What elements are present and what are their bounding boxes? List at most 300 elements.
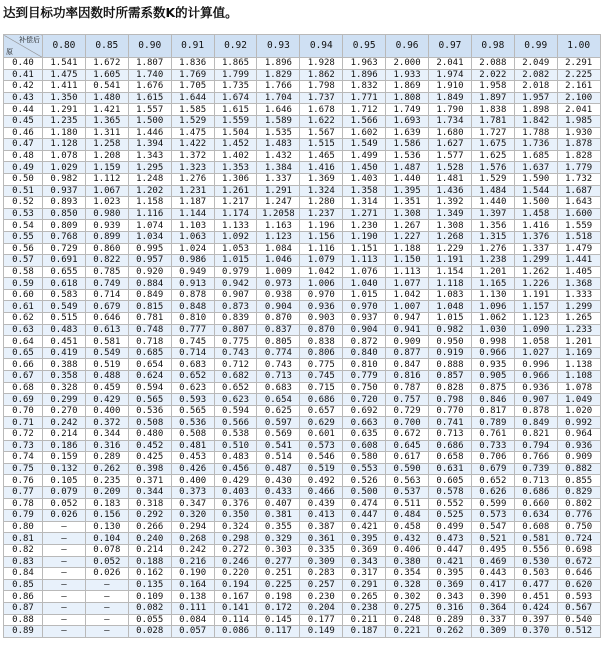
table-row [4,394,601,406]
table-cell: 0.847 [386,359,429,371]
table-cell: 0.477 [514,579,557,591]
table-cell: 0.536 [171,417,214,429]
table-cell: 1.196 [300,220,343,232]
table-cell: 1.299 [557,301,600,313]
table-cell: 1.376 [514,231,557,243]
table-cell: 1.350 [43,92,86,104]
row-header-cell: 0.46 [4,127,43,139]
table-cell: 1.896 [343,69,386,81]
table-cell: 0.289 [85,452,128,464]
table-cell: 0.970 [300,289,343,301]
table-cell: 0.810 [171,313,214,325]
table-cell: 1.295 [128,162,171,174]
table-cell: 0.425 [128,452,171,464]
table-cell: 0.882 [557,463,600,475]
table-cell: 1.567 [300,127,343,139]
table-cell: 2.049 [514,58,557,70]
table-cell: 0.337 [471,614,514,626]
table-cell: 0.369 [429,579,472,591]
table-cell: 1.323 [171,162,214,174]
table-cell: 1.096 [471,301,514,313]
table-cell: 0.849 [128,289,171,301]
table-cell: 1.928 [300,58,343,70]
table-cell: 1.276 [471,243,514,255]
table-cell: 0.749 [85,278,128,290]
table-cell: 1.078 [557,382,600,394]
table-row [4,452,601,464]
table-cell: 0.057 [171,626,214,638]
table-cell: 0.729 [386,405,429,417]
table-cell: 0.872 [343,336,386,348]
table-cell: 0.966 [514,371,557,383]
table-cell: 0.683 [257,382,300,394]
table-cell: 0.079 [43,486,86,498]
table-cell: 0.613 [85,324,128,336]
table-cell: 1.675 [471,139,514,151]
column-header: 0.98 [471,35,514,58]
table-cell: 0.829 [557,486,600,498]
table-cell: 0.508 [128,417,171,429]
table-cell: 0.190 [171,568,214,580]
table-cell: 0.262 [85,463,128,475]
table-cell: 1.643 [557,197,600,209]
table-cell: 0.421 [343,521,386,533]
row-header-cell: 0.62 [4,313,43,325]
table-cell: – [43,614,86,626]
table-cell: 0.538 [214,429,257,441]
table-cell: 1.306 [214,173,257,185]
table-cell: 1.985 [557,115,600,127]
table-cell: 1.188 [386,243,429,255]
table-cell: 0.302 [386,591,429,603]
table-row [4,463,601,475]
table-cell: 1.067 [85,185,128,197]
table-cell: 0.361 [300,533,343,545]
table-cell: 1.788 [514,127,557,139]
table-cell: 1.040 [343,278,386,290]
table-row [4,173,601,185]
table-cell: 1.557 [128,104,171,116]
table-cell: 1.337 [514,243,557,255]
table-cell: 1.261 [214,185,257,197]
table-cell: 1.487 [386,162,429,174]
table-cell: 0.775 [300,359,343,371]
table-cell: 0.966 [471,347,514,359]
table-cell: 2.225 [557,69,600,81]
table-cell: 1.128 [43,139,86,151]
table-cell: 1.933 [386,69,429,81]
table-cell: 0.855 [557,475,600,487]
table-cell: 0.750 [343,382,386,394]
table-cell: 0.739 [514,463,557,475]
table-cell: 1.084 [257,243,300,255]
table-cell: 0.623 [214,394,257,406]
table-cell: 1.727 [471,127,514,139]
table-cell: 1.403 [343,173,386,185]
table-cell: 0.712 [214,359,257,371]
table-cell: 0.395 [429,568,472,580]
table-cell: 1.227 [386,231,429,243]
table-cell: 0.949 [171,266,214,278]
table-cell: 0.316 [429,602,472,614]
table-cell: 1.030 [471,324,514,336]
table-cell: 0.452 [128,440,171,452]
table-cell: 0.569 [257,429,300,441]
table-cell: 2.041 [429,58,472,70]
table-cell: 1.187 [171,197,214,209]
table-cell: 0.456 [214,463,257,475]
table-cell: 1.639 [386,127,429,139]
table-cell: 0.246 [214,556,257,568]
table-cell: 0.973 [257,278,300,290]
table-cell: 0.500 [343,486,386,498]
table-cell: – [85,602,128,614]
table-cell: 1.103 [171,220,214,232]
table-cell: 1.832 [343,81,386,93]
table-cell: 1.024 [171,243,214,255]
table-cell: 0.265 [343,591,386,603]
table-cell: 1.422 [171,139,214,151]
table-cell: 0.935 [471,359,514,371]
table-cell: 0.344 [128,486,171,498]
table-cell: 1.615 [128,92,171,104]
table-cell: 0.629 [300,417,343,429]
table-cell: 1.029 [43,162,86,174]
table-cell: 0.768 [43,231,86,243]
table-cell: 1.600 [557,208,600,220]
table-cell: 1.829 [257,69,300,81]
table-cell: 0.451 [43,336,86,348]
table-row [4,440,601,452]
table-cell: 0.387 [300,521,343,533]
table-cell: 0.413 [300,510,343,522]
table-cell: 0.937 [343,313,386,325]
row-header-cell: 0.67 [4,371,43,383]
row-header-cell: 0.70 [4,405,43,417]
table-row [4,266,601,278]
table-cell: 1.735 [214,81,257,93]
table-cell: 0.466 [300,486,343,498]
table-cell: 0.503 [514,568,557,580]
table-cell: 1.174 [214,208,257,220]
table-cell: 0.114 [214,614,257,626]
table-cell: 0.364 [471,602,514,614]
table-cell: 1.034 [128,231,171,243]
row-header-cell: 0.85 [4,579,43,591]
table-cell: 1.291 [257,185,300,197]
table-cell: 1.577 [429,150,472,162]
table-cell: 0.251 [257,568,300,580]
table-cell: 1.586 [386,139,429,151]
table-cell: 0.530 [514,556,557,568]
table-cell: 0.623 [171,382,214,394]
table-cell: 0.541 [257,440,300,452]
row-header-cell: 0.45 [4,115,43,127]
table-row [4,115,601,127]
table-cell: 0.846 [471,394,514,406]
table-cell: 1.058 [514,336,557,348]
table-cell: 1.465 [300,150,343,162]
table-cell: 1.158 [128,197,171,209]
table-cell: 0.511 [386,498,429,510]
table-cell: 0.481 [171,440,214,452]
table-cell: 0.700 [386,417,429,429]
table-cell: 0.743 [214,347,257,359]
table-cell: 0.132 [43,463,86,475]
table-cell: 0.672 [557,556,600,568]
table-cell: 0.390 [471,591,514,603]
table-cell: 0.838 [300,336,343,348]
table-cell: 0.657 [300,405,343,417]
table-cell: 1.627 [429,139,472,151]
table-cell: 0.631 [429,463,472,475]
table-row [4,162,601,174]
table-cell: 0.484 [386,510,429,522]
table-cell: 1.062 [471,313,514,325]
table-row [4,127,601,139]
table-cell: 0.257 [300,579,343,591]
table-cell: 1.766 [257,81,300,93]
table-cell: 0.617 [386,452,429,464]
table-cell: 1.090 [514,324,557,336]
table-cell: – [43,602,86,614]
table-cell: 1.771 [343,92,386,104]
table-cell: 0.082 [128,602,171,614]
table-cell: 0.682 [214,371,257,383]
table-cell: 0.608 [514,521,557,533]
table-cell: 0.920 [128,266,171,278]
table-cell: 0.672 [386,429,429,441]
table-cell: 0.483 [214,452,257,464]
table-cell: 0.194 [214,579,257,591]
table-cell: 1.333 [557,289,600,301]
table-cell: 1.475 [43,69,86,81]
table-cell: 1.368 [557,278,600,290]
table-cell: 0.371 [128,475,171,487]
table-cell: 0.785 [85,266,128,278]
table-cell: 1.808 [386,92,429,104]
table-cell: 1.112 [85,173,128,185]
table-cell: 0.608 [343,440,386,452]
table-cell: 0.798 [429,394,472,406]
table-cell: 1.116 [300,243,343,255]
table-cell: 0.270 [43,405,86,417]
table-row [4,510,601,522]
table-cell: 0.052 [85,556,128,568]
column-header: 0.93 [257,35,300,58]
table-cell: 0.521 [471,533,514,545]
table-cell: 0.878 [171,289,214,301]
table-cell: 0.292 [128,510,171,522]
table-cell: 1.480 [85,92,128,104]
table-cell: 1.807 [128,58,171,70]
table-cell: 0.230 [300,591,343,603]
table-cell: 0.372 [85,417,128,429]
column-header: 0.85 [85,35,128,58]
row-header-cell: 0.59 [4,278,43,290]
table-cell: 0.487 [257,463,300,475]
table-cell: 1.276 [171,173,214,185]
table-cell: 0.400 [171,475,214,487]
table-cell: 1.402 [214,150,257,162]
table-cell: 0.658 [429,452,472,464]
table-cell: 1.351 [386,197,429,209]
table-cell: – [43,556,86,568]
table-cell: 2.161 [557,81,600,93]
table-cell: 1.311 [85,127,128,139]
table-cell: 0.172 [257,602,300,614]
table-cell: 1.108 [557,371,600,383]
table-cell: 0.597 [257,417,300,429]
row-header-cell: 0.86 [4,591,43,603]
table-cell: 1.441 [557,255,600,267]
table-cell: 0.817 [471,405,514,417]
table-cell: 1.308 [386,208,429,220]
table-cell: 1.144 [171,208,214,220]
table-cell: 1.693 [386,115,429,127]
table-cell: 0.320 [171,510,214,522]
table-cell: 1.622 [300,115,343,127]
table-cell: 2.088 [471,58,514,70]
table-cell: 0.508 [171,429,214,441]
table-cell: 0.459 [85,382,128,394]
table-cell: 0.240 [128,533,171,545]
table-cell: 0.581 [85,336,128,348]
table-cell: 0.899 [85,231,128,243]
table-cell: 0.580 [343,452,386,464]
table-cell: 1.191 [429,255,472,267]
table-cell: 1.230 [343,220,386,232]
table-cell: 1.2058 [257,208,300,220]
table-cell: 1.704 [257,92,300,104]
table-cell: 0.211 [343,614,386,626]
table-cell: 0.776 [557,510,600,522]
table-row [4,602,601,614]
table-cell: 1.678 [300,104,343,116]
table-cell: 0.309 [300,556,343,568]
table-cell: 0.950 [429,336,472,348]
table-cell: 1.078 [43,150,86,162]
table-cell: 1.421 [85,104,128,116]
table-cell: 1.258 [85,139,128,151]
table-cell: 1.957 [514,92,557,104]
table-cell: 0.686 [514,486,557,498]
table-cell: 0.540 [557,614,600,626]
table-cell: 0.329 [257,533,300,545]
table-cell: 0.519 [300,463,343,475]
table-cell: 0.870 [257,313,300,325]
table-cell: 1.518 [557,231,600,243]
table-cell: 0.447 [343,510,386,522]
table-cell: 0.262 [429,626,472,638]
table-cell: 0.996 [514,359,557,371]
table-cell: 0.692 [343,405,386,417]
table-cell: – [85,614,128,626]
table-cell: 1.869 [386,81,429,93]
table-cell: 1.685 [514,150,557,162]
row-header-cell: 0.77 [4,486,43,498]
table-cell: 1.163 [257,220,300,232]
table-cell: 1.226 [514,278,557,290]
table-cell: 0.159 [43,452,86,464]
table-row [4,614,601,626]
row-header-cell: 0.80 [4,521,43,533]
table-cell: 0.992 [557,417,600,429]
table-cell: 1.395 [386,185,429,197]
column-header: 0.97 [429,35,472,58]
table-cell: 1.308 [429,220,472,232]
row-header-cell: 0.48 [4,150,43,162]
table-cell: 1.233 [557,324,600,336]
table-cell: 1.504 [214,127,257,139]
table-cell: 0.318 [128,498,171,510]
row-header-cell: 0.71 [4,417,43,429]
table-cell: 0.026 [43,510,86,522]
table-cell: – [43,568,86,580]
row-header-cell: 0.68 [4,382,43,394]
table-cell: 0.870 [300,324,343,336]
table-cell: 0.626 [471,486,514,498]
table-cell: 1.076 [343,266,386,278]
table-cell: 0.807 [214,324,257,336]
table-cell: 0.565 [171,405,214,417]
table-cell: 0.761 [471,429,514,441]
table-cell: 1.015 [343,289,386,301]
table-cell: 1.838 [471,104,514,116]
table-cell: 1.781 [471,115,514,127]
table-cell: 0.344 [85,429,128,441]
table-cell: 1.529 [171,115,214,127]
table-cell: 0.774 [257,347,300,359]
table-cell: 0.547 [471,521,514,533]
table-cell: 1.842 [514,115,557,127]
table-cell: 0.821 [514,429,557,441]
table-cell: 1.280 [300,197,343,209]
table-cell: 0.686 [300,394,343,406]
table-cell: 0.743 [257,359,300,371]
table-cell: 1.541 [43,58,86,70]
table-cell: 1.231 [171,185,214,197]
page-title: 达到目标功率因数时所需系数K的计算值。 [3,5,238,20]
table-cell: 0.552 [429,498,472,510]
table-cell: 0.565 [128,394,171,406]
table-cell: – [85,591,128,603]
table-cell: 0.549 [43,301,86,313]
column-header: 0.91 [171,35,214,58]
row-header-cell: 0.66 [4,359,43,371]
table-cell: 1.165 [471,278,514,290]
table-cell: 0.691 [43,255,86,267]
table-cell: 0.625 [257,405,300,417]
row-header-cell: 0.88 [4,614,43,626]
table-cell: 1.740 [128,69,171,81]
table-cell: 0.443 [471,568,514,580]
table-cell: 1.015 [214,255,257,267]
row-header-cell: 0.79 [4,510,43,522]
table-cell: 1.229 [429,243,472,255]
table-cell: 0.138 [171,591,214,603]
table-cell: 0.652 [171,371,214,383]
table-cell: 0.686 [429,440,472,452]
table-row [4,591,601,603]
table-cell: 1.118 [429,278,472,290]
table-cell: 1.235 [43,115,86,127]
table-cell: 0.248 [386,614,429,626]
table-cell: 0.745 [171,336,214,348]
table-cell: 0.407 [257,498,300,510]
table-cell: 1.836 [171,58,214,70]
table-cell: 0.770 [429,405,472,417]
